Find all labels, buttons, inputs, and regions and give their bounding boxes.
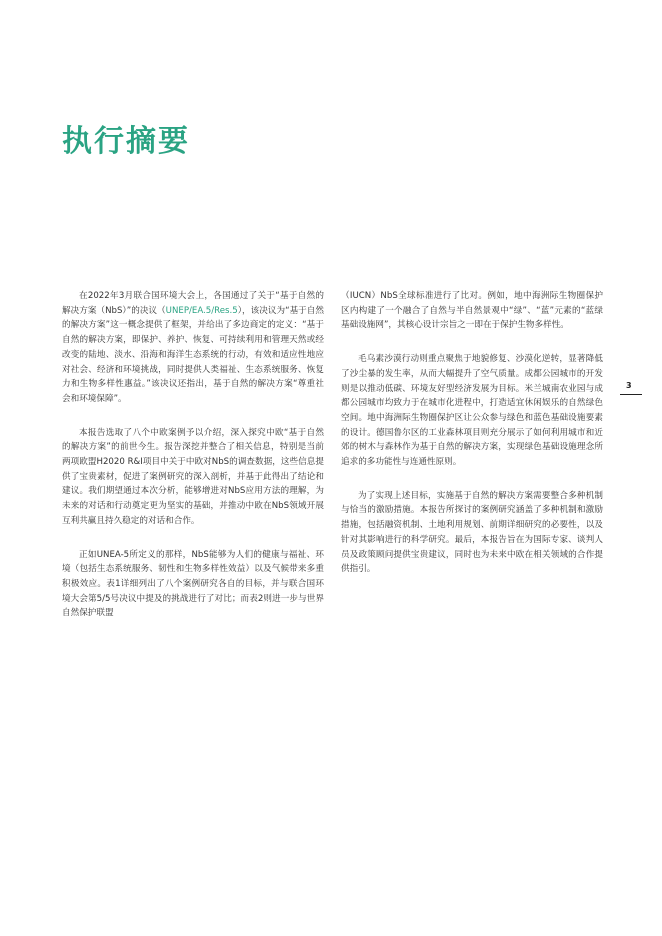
page-number-rule — [620, 394, 642, 395]
paragraph — [62, 289, 324, 407]
resolution-link[interactable]: UNEP/EA.5/Res.5 — [165, 305, 238, 316]
page-title: 执行摘要 — [62, 124, 190, 159]
paragraph: （IUCN）NbS全球标准进行了比对。例如，地中海洲际生物圈保护区内构建了一个融合了自然与半自然景观中“绿”、“蓝”元素的“蓝绿基础设施网”，其核心设计宗旨之一即在于保护生物多样性。 — [341, 291, 603, 331]
right-column — [341, 289, 603, 596]
paragraph-text: 在2022年3月联合国环境大会上，各国通过了关于“基于自然的解决方案（NbS）”的决议（ — [62, 291, 324, 316]
paragraph: 毛乌素沙漠行动则重点聚焦于地貌修复、沙漠化逆转，显著降低了沙尘暴的发生率，从而大幅提升了空气质量。成都公园城市的开发则是以推动低碳、环境友好型经济发展为目标。米兰城南农业园与成都公园城市均致力于在城市化进程中，打造适宜休闲娱乐的自然绿色空间。地中海洲际生物圈保护区让公众参与绿色和蓝色基础设施要素的设计。德国鲁尔区的工业森林项目则充分展示了如何利用城市和近郊的树木与森林作为基于自然的解决方案，实现绿色基础设施理念所追求的多功能性与连通性原则。 — [341, 354, 603, 468]
paragraph: 为了实现上述目标，实施基于自然的解决方案需要整合多种机制与恰当的激励措施。本报告所探讨的案例研究涵盖了多种机制和激励措施，包括融资机制、土地利用规划、前期详细研究的必要性，以及针对其影响进行的科学研究。最后，本报告旨在为国际专家、谈判人员及政策顾问提供宝贵建议，同时也为未来中欧在相关领域的合作提供指引。 — [341, 490, 603, 575]
page-number: 3 — [626, 381, 632, 390]
paragraph-text: ），该决议为“基于自然的解决方案”这一概念提供了框架，并给出了多边商定的定义：“基于自然的解决方案，即保护、养护、恢复、可持续利用和管理天然或经改变的陆地、淡水、沿海和海洋生态系统的行动，有效和适应性地应对社会、经济和环境挑战，同时提供人类福祉、生态系统服务、恢复力和生物多样性惠益。”该决议还指出，基于自然的解决方案“尊重社会和环境保障”。 — [62, 305, 325, 404]
paragraph: 正如UNEA-5所定义的那样，NbS能够为人们的健康与福祉、环境（包括生态系统服务、韧性和生物多样性效益）以及气候带来多重积极效应。表1详细列出了八个案例研究各自的目标，并与联合国环境大会第5/5号决议中提及的挑战进行了对比；而表2则进一步与世界自然保护联盟 — [62, 549, 324, 619]
left-column — [62, 289, 324, 640]
paragraph: 本报告选取了八个中欧案例予以介绍，深入探究中欧“基于自然的解决方案”的前世今生。报告深挖并整合了相关信息，特别是当前两项欧盟H2020 R&I项目中关于中欧对NbS的调查数据，这些信息提供了宝贵素材，促进了案例研究的深入剖析，并基于此得出了结论和建议。我们期望通过本次分析，能够增进对NbS应用方法的理解，为未来的对话和行动奠定更为坚实的基础，并推动中欧在NbS领域开展互利共赢且持久稳定的对话和合作。 — [62, 427, 324, 526]
